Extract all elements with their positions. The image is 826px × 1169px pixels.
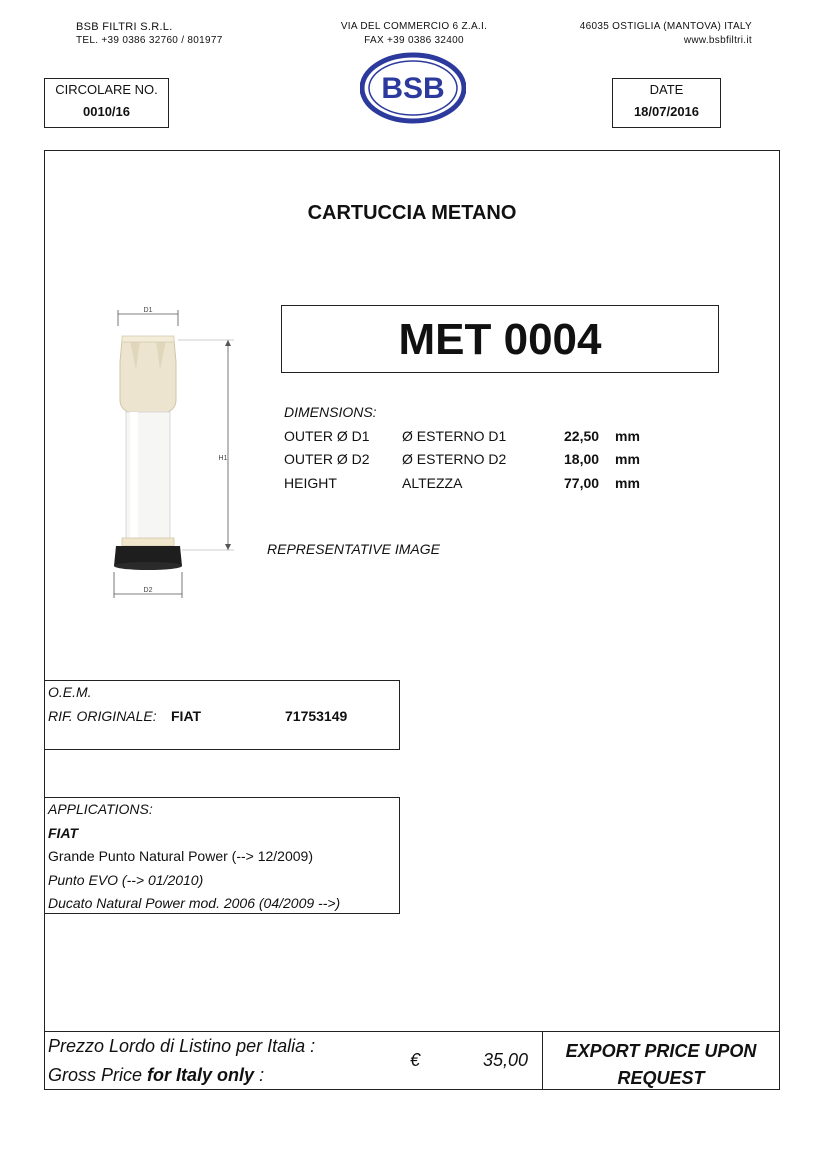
date-box [612,78,721,128]
circolare-label: CIRCOLARE NO. [55,82,158,97]
date-value: 18/07/2016 [633,104,700,119]
dimension-name-en: HEIGHT [284,474,337,491]
date-label: DATE [649,82,684,97]
export-line-2: REQUEST [617,1068,705,1088]
bsb-logo [360,52,466,124]
dimension-name-en: OUTER Ø D2 [284,451,370,467]
dimension-name-it: ALTEZZA [402,474,463,491]
filter-cartridge-image [78,300,248,610]
company-address [320,20,508,48]
dimension-row [284,448,704,472]
oem-brand: FIAT [171,708,202,724]
product-code: MET 0004 [281,305,719,373]
applications-brand: FIAT [48,824,79,841]
price-amount: 35,00 [483,1050,529,1070]
dimension-row [284,472,704,496]
dimension-unit: mm [615,427,640,444]
h1-label: H1 [218,455,228,462]
representative-image-note: REPRESENTATIVE IMAGE [267,541,440,557]
city-line: 46035 OSTIGLIA (MANTOVA) ITALY [579,21,752,32]
applications-heading: APPLICATIONS: [48,801,153,817]
address-line: VIA DEL COMMERCIO 6 Z.A.I. [340,21,488,32]
circolare-box [44,78,169,128]
export-price-note [546,1038,776,1092]
oem-heading: O.E.M. [48,684,92,700]
fax-line: FAX +39 0386 32400 [364,35,464,46]
d2-label: D2 [143,587,153,594]
dimension-row [284,425,704,449]
oem-box [44,680,400,750]
oem-ref-label: RIF. ORIGINALE: [48,708,157,724]
company-location [540,20,752,48]
dimension-value: 18,00 [564,451,600,467]
circolare-number: 0010/16 [83,104,130,119]
dimension-name-en: OUTER Ø D1 [284,427,370,444]
application-item: Punto EVO (--> 01/2010) [48,871,204,888]
company-phone: TEL. +39 0386 32760 / 801977 [76,35,223,46]
price-label-english [48,1065,264,1086]
logo-text: BSB [381,72,445,105]
website-link[interactable]: www.bsbfiltri.it [683,35,752,46]
dimension-unit: mm [615,451,640,467]
dimensions-table [284,401,704,495]
company-info [76,20,223,48]
dimensions-heading: DIMENSIONS: [284,404,377,420]
export-line-1: EXPORT PRICE UPON [565,1041,757,1061]
product-sheet-frame [44,150,780,1090]
applications-box [44,797,400,914]
company-name: BSB FILTRI S.R.L. [76,21,173,33]
application-item: Ducato Natural Power mod. 2006 (04/2009 -->) [48,895,341,911]
dimension-value: 77,00 [564,474,600,491]
application-item: Grande Punto Natural Power (--> 12/2009) [48,848,313,864]
price-divider [542,1031,543,1090]
colon-text: : [259,1065,265,1085]
dimension-name-it: Ø ESTERNO D1 [402,427,507,444]
d1-label: D1 [143,307,153,314]
oem-part-number: 71753149 [285,708,348,724]
gross-price-text: Gross Price [48,1065,143,1085]
italy-only-text: for Italy only [147,1065,255,1085]
currency-symbol: € [410,1050,421,1070]
dimension-value: 22,50 [564,427,600,444]
product-title: CARTUCCIA METANO [307,202,517,224]
price-label-italian: Prezzo Lordo di Listino per Italia : [48,1036,316,1056]
dimension-unit: mm [615,474,640,491]
dimension-name-it: Ø ESTERNO D2 [402,451,507,467]
